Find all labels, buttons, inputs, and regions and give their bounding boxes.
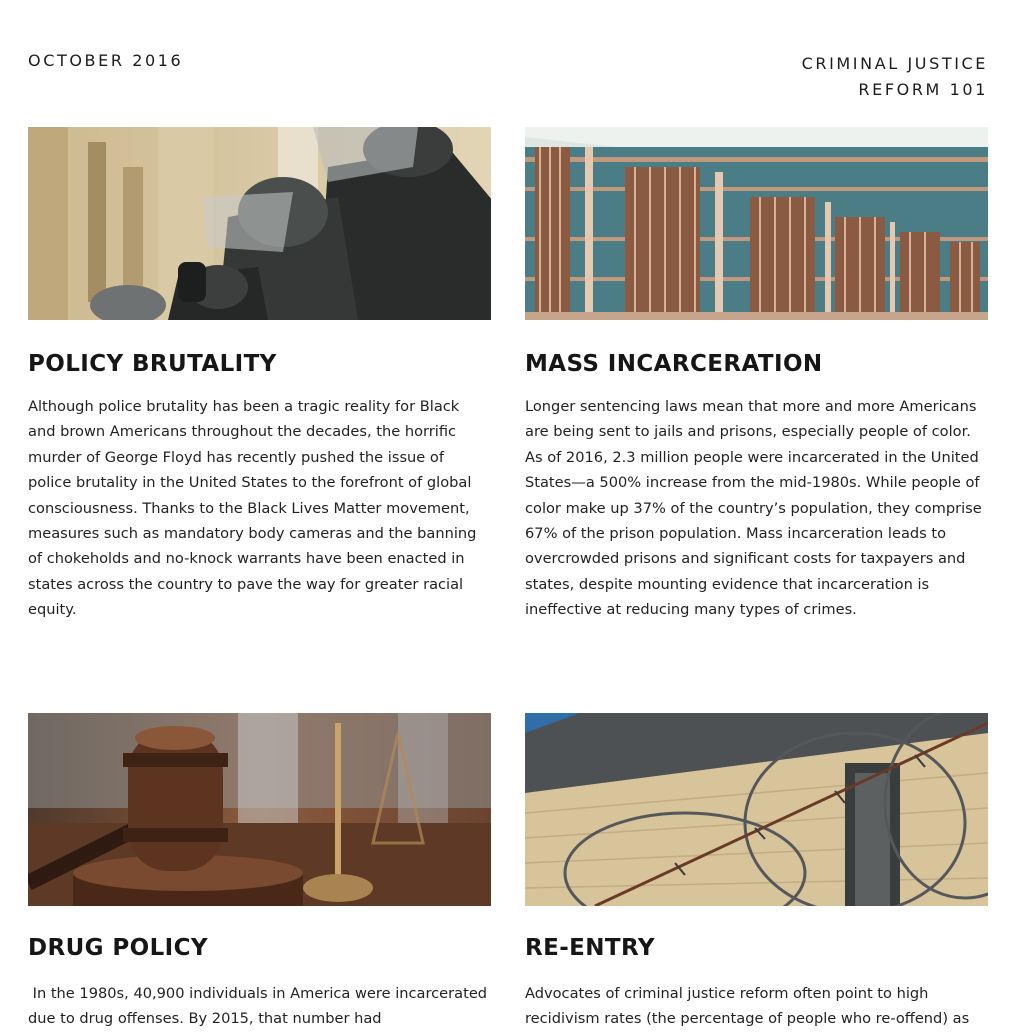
prison-cells-photo bbox=[525, 127, 988, 320]
section-title: POLICY BRUTALITY bbox=[28, 351, 277, 377]
riot-police-photo bbox=[28, 127, 491, 320]
gavel-photo bbox=[28, 713, 491, 906]
section-re-entry bbox=[525, 713, 988, 1028]
section-title: RE-ENTRY bbox=[525, 935, 655, 961]
section-body: Advocates of criminal justice reform often point to high recidivism rates (the percentage of people who re-offend) as bbox=[525, 985, 970, 1028]
section-body: Although police brutality has been a tragic reality for Black and brown Americans throughout the decades, the horrific murder of George Floyd has recently pushed the issue of police brutality in the United States to the forefront of global consciousness. Thanks to the Black Lives Matter movement, measures such as mandatory body cameras and the banning of chokeholds and no-knock warrants have been enacted in states across the country to pave the way for greater racial equity. bbox=[28, 398, 477, 619]
series-title-line-1: CRIMINAL JUSTICE bbox=[801, 54, 988, 73]
section-police-brutality bbox=[28, 127, 491, 619]
section-title: MASS INCARCERATION bbox=[525, 351, 823, 377]
barbed-wire-photo bbox=[525, 713, 988, 906]
series-title-line-2: REFORM 101 bbox=[858, 80, 988, 99]
section-mass-incarceration bbox=[525, 127, 988, 619]
section-drug-policy bbox=[28, 713, 492, 1028]
section-title: DRUG POLICY bbox=[28, 935, 208, 961]
issue-date: OCTOBER 2016 bbox=[28, 51, 184, 70]
section-body: Longer sentencing laws mean that more and more Americans are being sent to jails and prisons, especially people of color. As of 2016, 2.3 million people were incarcerated in the United States—a 500% increase from the mid-1980s. While people of color make up 37% of the country’s population, they comprise 67% of the prison population. Mass incarceration leads to overcrowded prisons and significant costs for taxpayers and states, despite mounting evidence that incarceration is ineffective at reducing many types of crimes. bbox=[525, 398, 982, 619]
section-body: In the 1980s, 40,900 individuals in America were incarcerated due to drug offenses. By 2015, that number had bbox=[28, 985, 492, 1028]
series-title bbox=[802, 51, 988, 103]
